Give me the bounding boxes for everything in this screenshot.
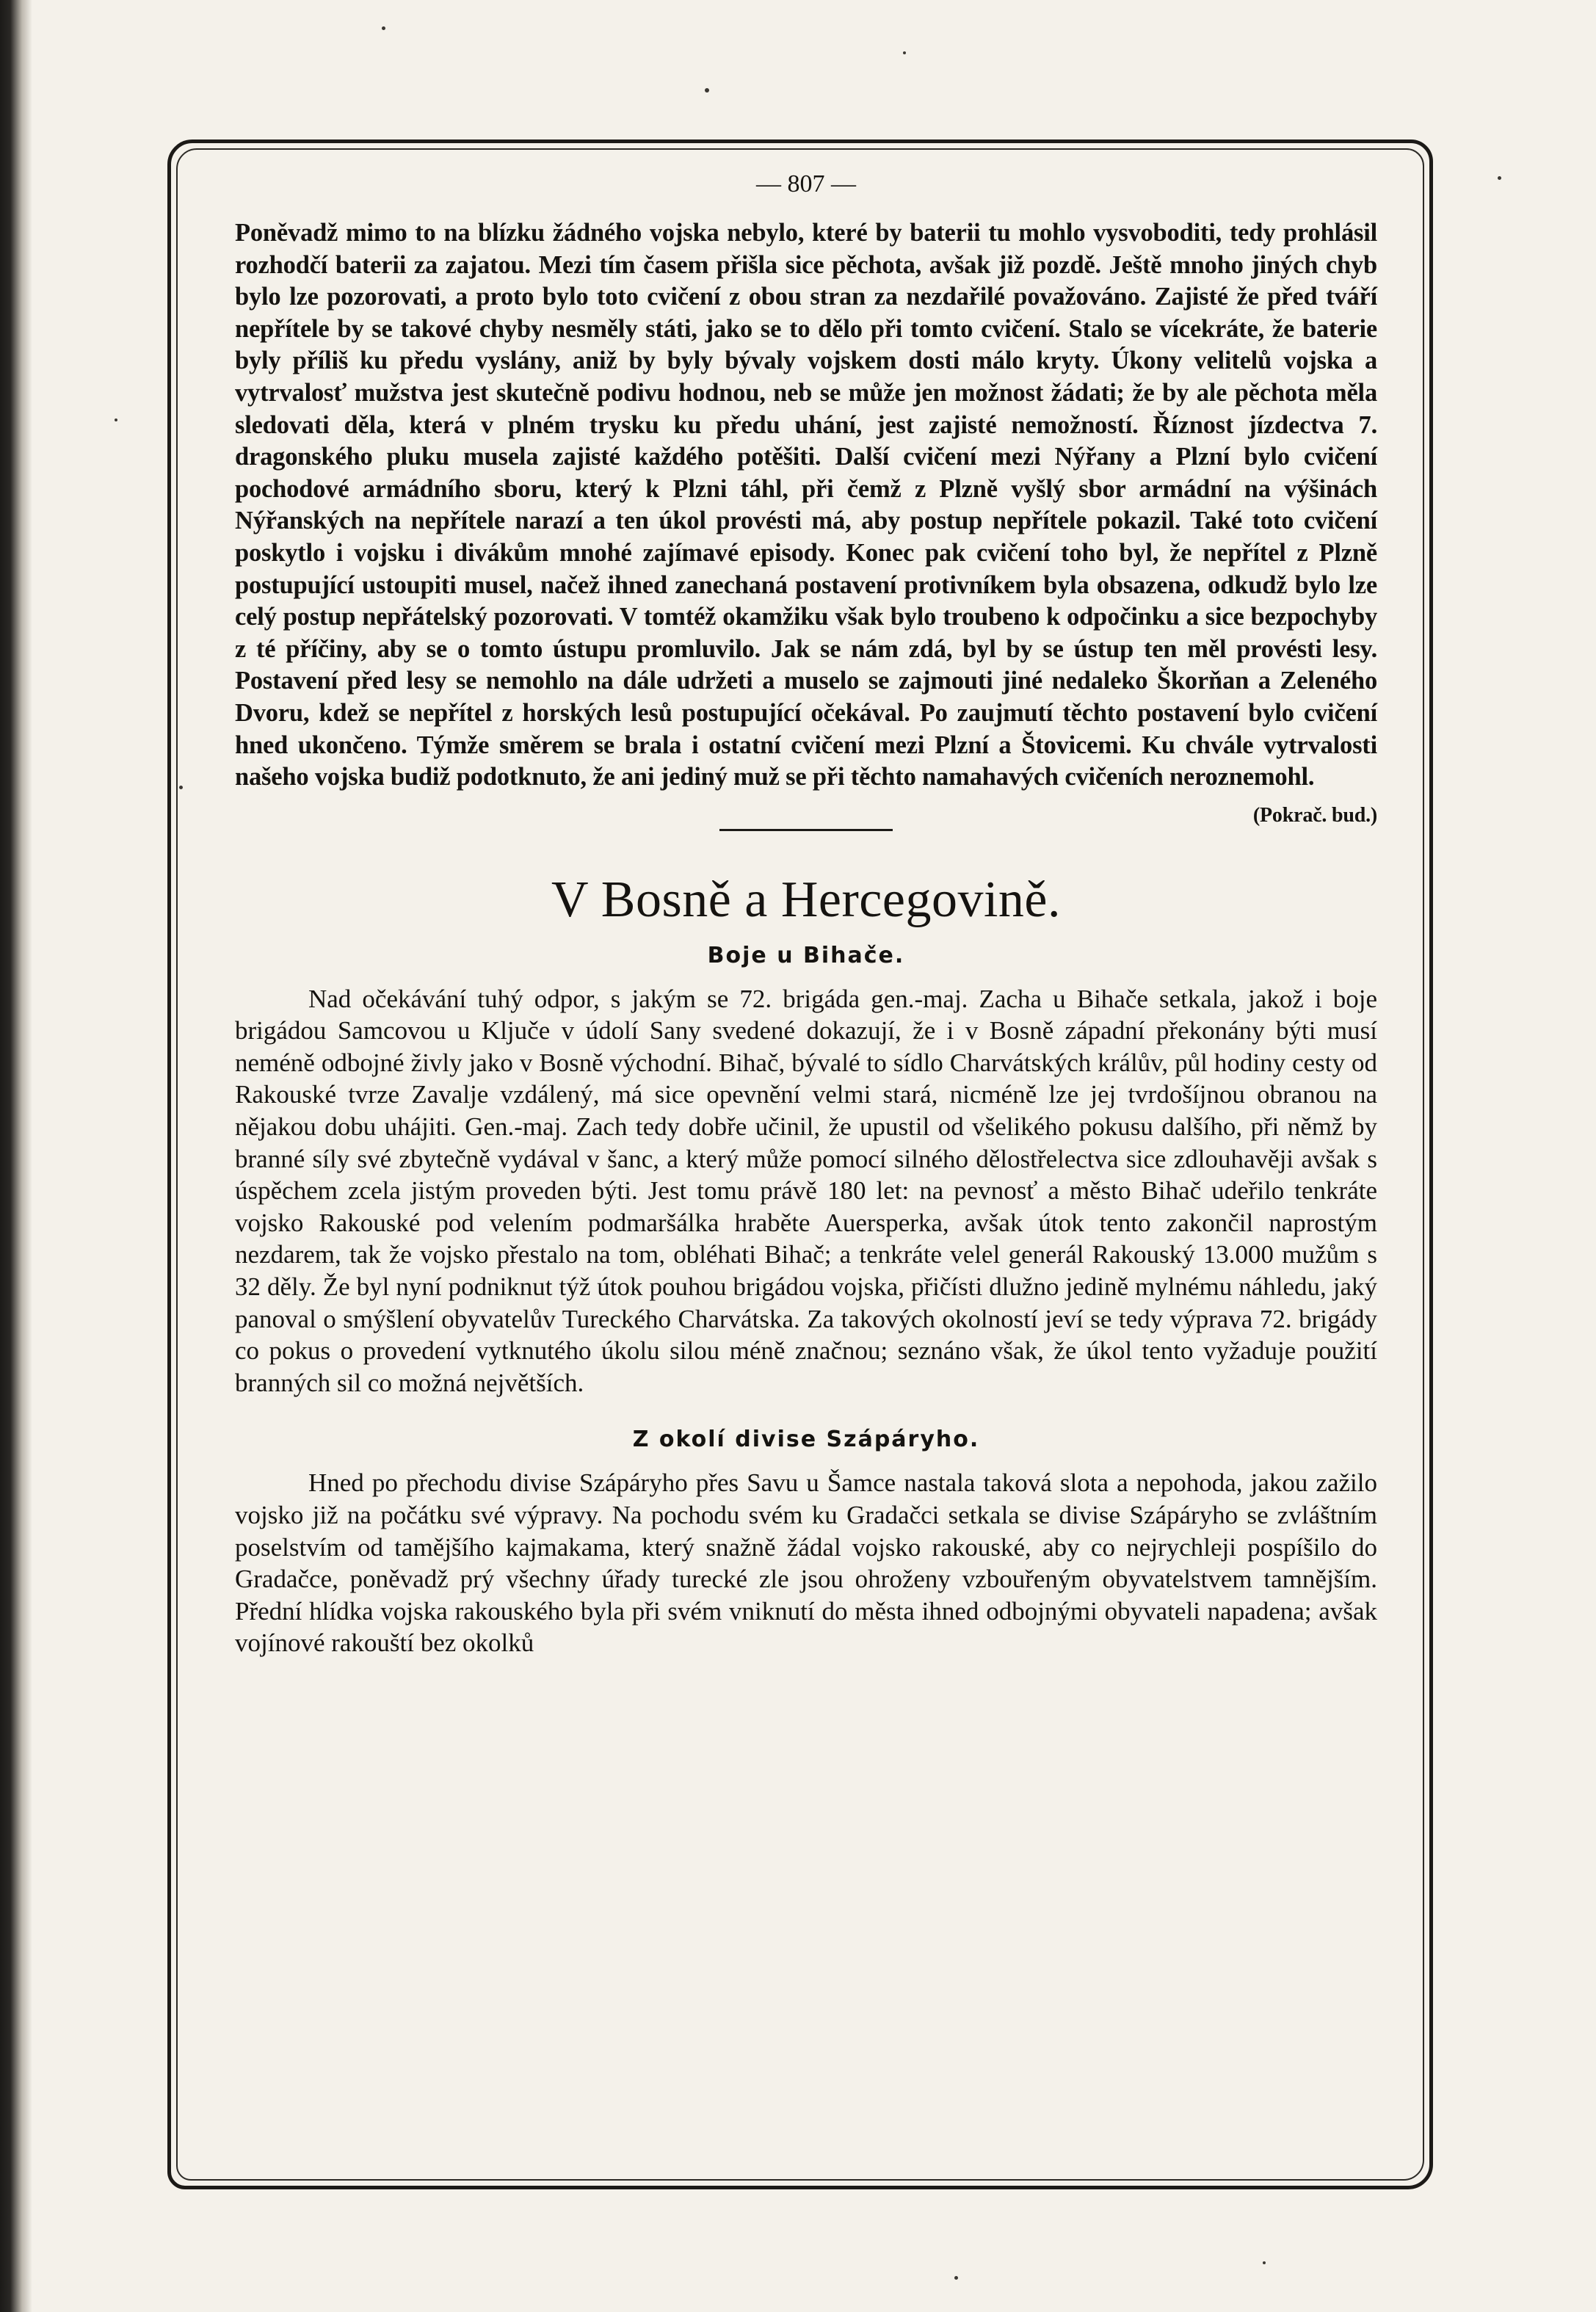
continued-article-text: Poněvadž mimo to na blízku žádného vojska nebylo, které by baterii tu mohlo vysvoboditi, tedy prohlásil rozhodčí baterii za zajatou. Mezi tím časem přišla sice pěchota, avšak již pozdě. Ještě mnoho jiných chyb bylo lze pozorovati, a proto bylo toto cvičení z obou stran za nezdařilé považováno. Zajisté že před tváří nepřítele by se takové chyby nesměly státi, jako se to dělo při tomto cvičení. Stalo se vícekráte, že baterie byly příliš ku předu vyslány, aniž by byly bývaly vojskem dosti málo kryty. Úkony velitelů vojska a vytrvalosť mužstva jest skutečně podivu hodnou, neb se může jen možnost žádati; že by ale pěchota měla sledovati děla, která v plném trysku ku předu uhání, jest zajisté nemožností. Říznost jízdectva 7. dragonského pluku musela zajisté každého potěšiti. Další cvičení mezi Nýřany a Plzní bylo cvičení pochodové armádního sboru, který k Plzni táhl, při čemž z Plzně vyšlý sbor armádní na výšinách Nýřanských na nepřítele narazí a ten úkol provésti má, aby postup nepřítele pokazil. Také toto cvičení poskytlo i vojsku i divákům mnohé zajímavé episody. Konec pak cvičení toho byl, že nepřítel z Plzně postupující ustoupiti musel, načež ihned zanechaná postavení protivníkem byla obsazena, odkudž bylo lze celý postup nepřátelský pozorovati. V tomtéž okamžiku však bylo troubeno k odpočinku a sice bezpochyby z té příčiny, aby se o tomto ústupu promluvilo. Jak se nám zdá, byl by se ústup ten měl provésti lesy. Postavení před lesy se nemohlo na dále udržeti a muselo se zajmouti jiné nedaleko Škorňan a Zeleného Dvoru, kdež se nepřítel z horských lesů postupující očekával. Po zaujmutí těchto postavení bylo cvičení hned ukončeno. Týmže směrem se brala i ostatní cvičení mezi Plzní a Štovicemi. Ku chvále vytrvalosti našeho vojska budiž podotknuto, že ani jediný muž se při těchto namahavých cvičeních neroznemohl. [235,219,1377,791]
scan-speck [954,2276,958,2280]
scan-speck [903,51,906,54]
scan-speck [115,418,117,421]
page-content [235,170,1377,1659]
scan-speck [382,26,385,30]
scan-speck [1263,2261,1266,2264]
scan-speck [1498,176,1501,180]
section-heading-bihac: Boje u Bihače. [707,942,905,968]
scan-binding-edge [0,0,32,2312]
page-number: — 807 — [756,170,856,198]
article-title: V Bosně a Hercegovině. [551,871,1061,928]
section-divider [719,829,893,831]
scan-speck [705,88,709,93]
section-heading-szapary: Z okolí divise Szápáryho. [632,1427,980,1453]
section-text-szapary: Hned po přechodu divise Szápáryho přes Savu u Šamce nastala taková slota a nepohoda, jakou zažilo vojsko již na počátku své výpravy. Na pochodu svém ku Gradačci setkala se divise Szápáryho se zvláštním poselstvím od tamějšího kajmakama, který snažně žádal vojsko rakouské, aby co nejrychleji pospíšilo do Gradačce, poněvadž prý všechny úřady turecké zle jsou ohroženy vzbouřeným obyvatelstvem tamnějším. Přední hlídka vojska rakouského byla při svém vniknutí do města ihned odbojnými obyvateli napadena; avšak vojínové rakouští bez okolků [235,1468,1377,1658]
continuation-note: (Pokrač. bud.) [1252,803,1377,827]
continued-article-paragraph [235,217,1377,827]
section-text-bihac: Nad očekávání tuhý odpor, s jakým se 72. brigáda gen.-maj. Zacha u Bihače setkala, jakož i boje brigádou Samcovou u Ključe v údolí Sany svedené dokazují, že i v Bosně západní překonány býti musí neméně odbojné živly jako v Bosně východní. Bihač, bývalé to sídlo Charvátských králův, půl hodiny cesty od Rakouské tvrze Zavalje vzdálený, má sice opevnění velmi stará, nicméně lze jej tvrdošíjnou obranou na nějakou dobu uhájiti. Gen.-maj. Zach tedy dobře učinil, že upustil od všelikého pokusu dalšího, při němž by branné síly své zbytečně vydával v šanc, a který může pomocí silného dělostřelectva sice zdlouhavěji avšak s úspěchem zcela jistým proveden býti. Jest tomu právě 180 let: na pevnosť a město Bihač udeřilo tenkráte vojsko Rakouské pod velením podmaršálka hraběte Auersperka, avšak útok tento zakončil naprostým nezdarem, tak že vojsko přestalo na tom, obléhati Bihač; a tenkráte velel generál Rakouský 13.000 mužům s 32 děly. Že byl nyní podniknut týž útok pouhou brigádou vojska, přičísti dlužno jedině mylnému náhledu, jaký panoval o smýšlení obyvatelův Tureckého Charvátska. Za takových okolností jeví se tedy výprava 72. brigády co pokus o provedení vytknutého úkolu silou méně značnou; seznáno však, že úkol tento vyžaduje použití branných sil co možná největších. [235,984,1377,1397]
